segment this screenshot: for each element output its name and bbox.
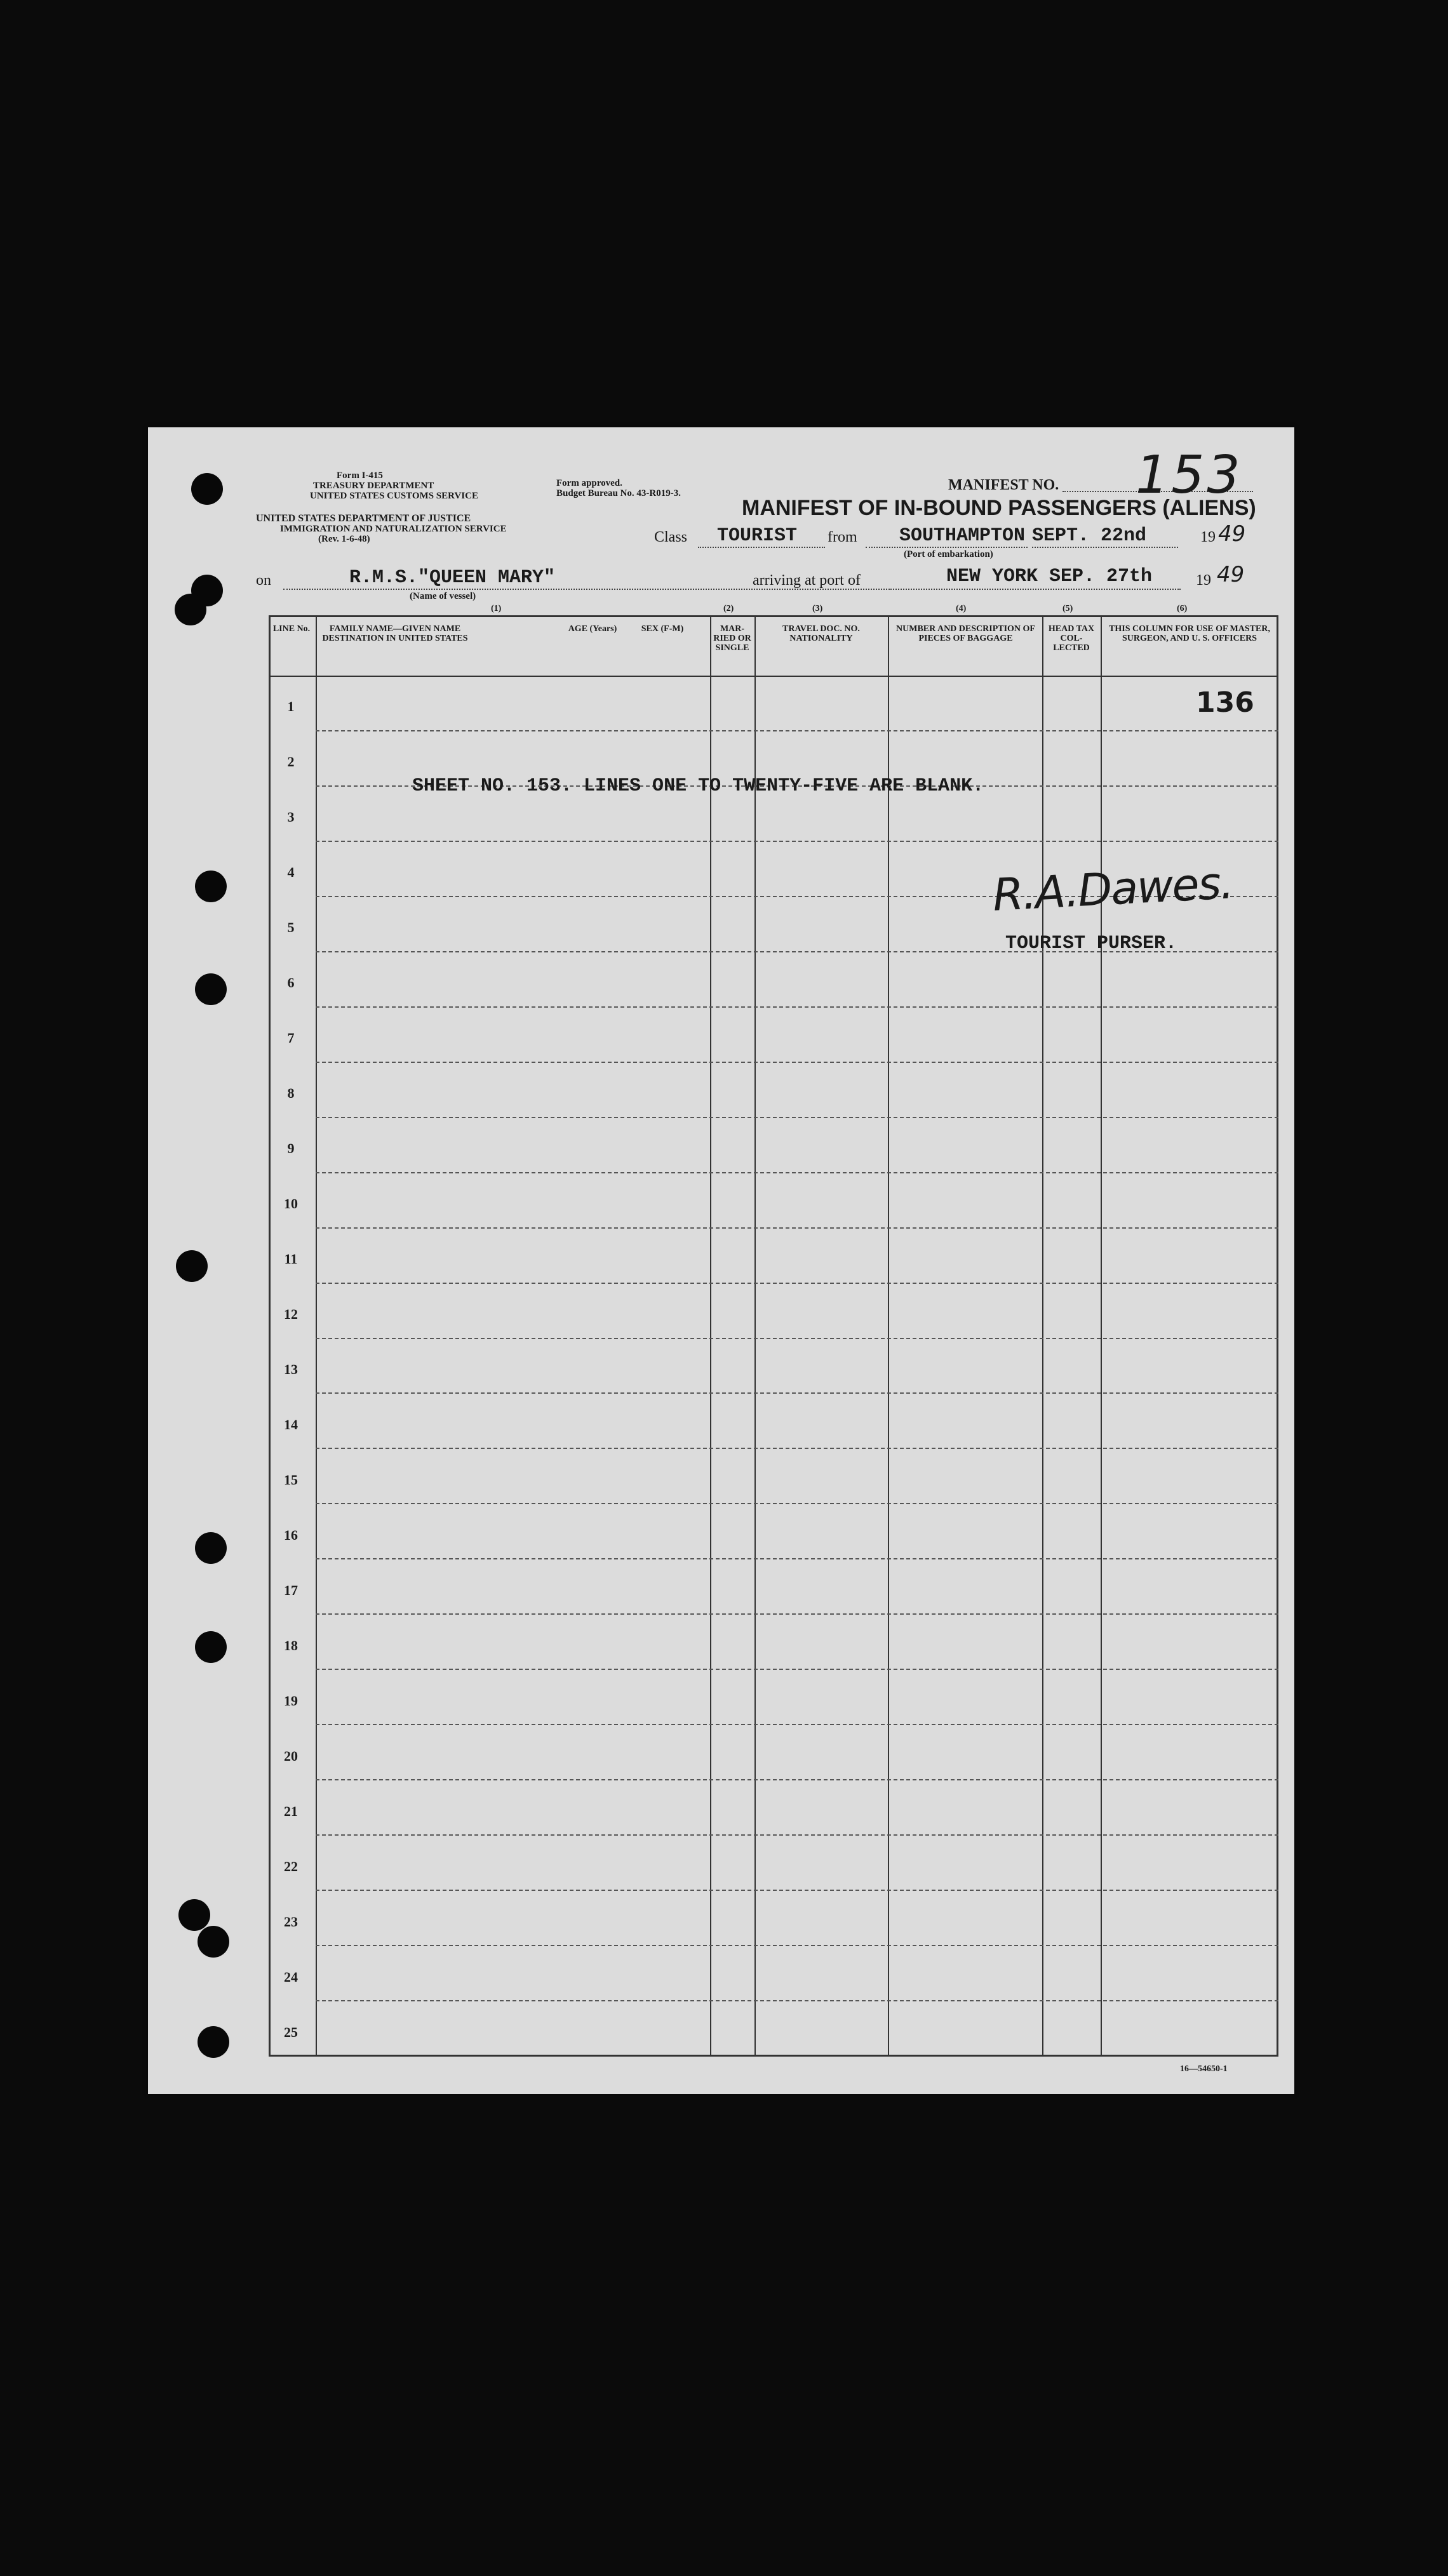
form-approved: Form approved. (556, 478, 622, 488)
header-baggage: NUMBER AND DESCRIPTION OF PIECES OF BAGGAGE (896, 624, 1035, 643)
table-row-rule (316, 1338, 1278, 1339)
arrival-year-suffix: 49 (1217, 562, 1245, 587)
port-value: SOUTHAMPTON (899, 525, 1026, 547)
table-row-rule (316, 1448, 1278, 1449)
manifest-no-handwritten: 153 (1136, 445, 1243, 505)
table-row-rule (316, 1890, 1278, 1891)
line-number: 4 (287, 864, 295, 881)
line-number: 18 (284, 1637, 298, 1653)
punch-hole (178, 1899, 210, 1931)
table-row-rule (316, 1227, 1278, 1229)
table-row-rule (316, 730, 1278, 731)
print-code: 16—54650-1 (1180, 2064, 1228, 2074)
ins: IMMIGRATION AND NATURALIZATION SERVICE (280, 524, 507, 534)
punch-hole (198, 2026, 229, 2058)
line-number: 21 (284, 1803, 298, 1819)
line-number: 7 (287, 1030, 295, 1046)
justice-department: UNITED STATES DEPARTMENT OF JUSTICE (256, 513, 471, 524)
punch-hole (198, 1926, 229, 1958)
table-row-rule (316, 1669, 1278, 1670)
table-row-rule (316, 1503, 1278, 1504)
table-row-rule (316, 1117, 1278, 1118)
table-row-rule (316, 1006, 1278, 1008)
line-number: 8 (287, 1085, 295, 1102)
class-value: TOURIST (717, 525, 798, 547)
header-sex: SEX (F-M) (641, 624, 684, 634)
line-number: 12 (284, 1306, 298, 1323)
table-row-rule (316, 841, 1278, 842)
service: UNITED STATES CUSTOMS SERVICE (310, 491, 478, 501)
line-number: 13 (284, 1361, 298, 1377)
line-number: 2 (287, 754, 295, 770)
punch-hole (195, 871, 227, 902)
line-number: 22 (284, 1858, 298, 1874)
line-number: 19 (284, 1692, 298, 1709)
punch-hole (195, 1532, 227, 1564)
header-married: MAR-RIED OR SINGLE (713, 624, 751, 653)
year-suffix: 49 (1218, 521, 1246, 547)
col-num: (3) (812, 604, 823, 613)
line-number: 6 (287, 975, 295, 991)
table-row-rule (316, 1613, 1278, 1615)
signer-title: TOURIST PURSER. (1005, 933, 1177, 954)
table-row-rule (316, 1834, 1278, 1836)
punch-hole (176, 1250, 208, 1282)
arrival-year-prefix: 19 (1196, 572, 1211, 589)
header-name: FAMILY NAME—GIVEN NAME DESTINATION IN UNITED STATES (322, 624, 468, 643)
col-num: (6) (1177, 604, 1188, 613)
arrival-port-date: NEW YORK SEP. 27th (946, 566, 1153, 587)
arriving-label: arriving at port of (753, 572, 861, 589)
stamp-number: 136 (1196, 686, 1254, 719)
blank-lines-note: SHEET NO. 153. LINES ONE TO TWENTY-FIVE ARE BLANK. (412, 775, 984, 797)
header-officers: THIS COLUMN FOR USE OF MASTER, SURGEON, AND U. S. OFFICERS (1109, 624, 1270, 643)
line-number: 23 (284, 1913, 298, 1930)
line-number: 5 (287, 919, 295, 936)
table-row-rule (316, 1283, 1278, 1284)
passenger-table (269, 604, 1278, 2057)
header-head-tax: HEAD TAX COL-LECTED (1048, 624, 1095, 653)
manifest-no-label: MANIFEST NO. (948, 477, 1059, 493)
budget-bureau: Budget Bureau No. 43-R019-3. (556, 488, 681, 498)
purser-signature: R.A.Dawes. (991, 857, 1235, 921)
line-number: 9 (287, 1140, 295, 1157)
vessel-name: R.M.S."QUEEN MARY" (349, 567, 556, 589)
form-number: Form I-415 (337, 470, 383, 481)
line-number: 24 (284, 1968, 298, 1985)
punch-hole (195, 973, 227, 1005)
line-number: 16 (284, 1526, 298, 1543)
on-label: on (256, 572, 271, 589)
col-num: (5) (1063, 604, 1073, 613)
table-row-rule (316, 1172, 1278, 1173)
table-row-rule (316, 1062, 1278, 1063)
line-number: 1 (287, 698, 295, 715)
punch-hole (191, 473, 223, 505)
punch-hole (175, 594, 206, 625)
vessel-caption: (Name of vessel) (410, 591, 476, 601)
table-row-rule (316, 1945, 1278, 1946)
revision: (Rev. 1-6-48) (318, 534, 370, 544)
class-label: Class (654, 529, 688, 545)
manifest-title: MANIFEST OF IN-BOUND PASSENGERS (ALIENS) (742, 496, 1256, 520)
year-prefix: 19 (1200, 529, 1216, 545)
col-num: (1) (491, 604, 502, 613)
punch-hole (195, 1631, 227, 1663)
header-age: AGE (Years) (568, 624, 617, 634)
table-row-rule (316, 1724, 1278, 1725)
header-travel: TRAVEL DOC. NO. NATIONALITY (782, 624, 860, 643)
department: TREASURY DEPARTMENT (313, 481, 434, 491)
col-num: (2) (723, 604, 734, 613)
table-row-rule (316, 1779, 1278, 1780)
line-number: 14 (284, 1416, 298, 1432)
departure-date: SEPT. 22nd (1032, 525, 1147, 547)
line-number: 20 (284, 1747, 298, 1764)
line-number: 3 (287, 809, 295, 825)
port-caption: (Port of embarkation) (904, 549, 993, 559)
col-num: (4) (956, 604, 967, 613)
table-row-rule (316, 1392, 1278, 1394)
manifest-page (148, 427, 1294, 2094)
line-number: 17 (284, 1582, 298, 1598)
from-label: from (828, 529, 857, 545)
line-number: 10 (284, 1196, 298, 1212)
line-number: 15 (284, 1471, 298, 1488)
table-row-rule (316, 1558, 1278, 1559)
header-line-no: LINE No. (272, 624, 311, 634)
line-number: 11 (284, 1251, 298, 1267)
line-number: 25 (284, 2024, 298, 2040)
table-row-rule (316, 2000, 1278, 2001)
